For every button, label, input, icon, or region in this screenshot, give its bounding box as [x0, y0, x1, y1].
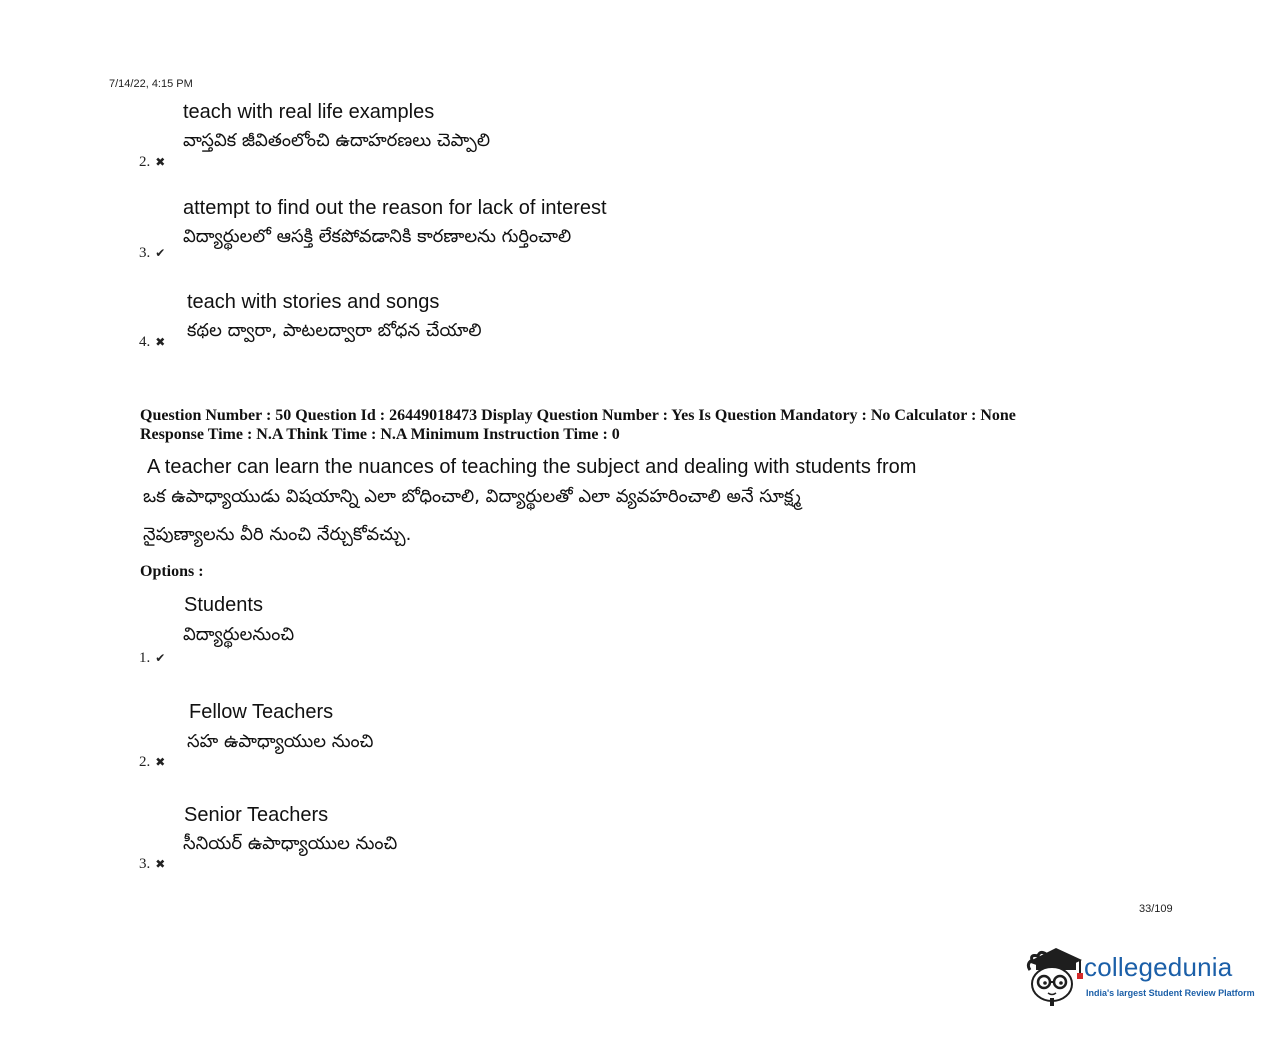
option-text-en: Students: [184, 594, 263, 616]
collegedunia-logo: [1022, 940, 1262, 1012]
option-number: 4.: [139, 334, 151, 350]
option-text-te: సీనియర్ ఉపాధ్యాయుల నుంచి: [183, 833, 398, 854]
logo-tagline: India's largest Student Review Platform: [1086, 988, 1255, 998]
option-number-row: [139, 245, 165, 262]
question-meta-line-1: Question Number : 50 Question Id : 26449018473 Display Question Number : Yes Is Question Mandatory : No Calculator : None: [140, 407, 1016, 424]
cross-icon: ✖: [155, 335, 166, 349]
check-icon: ✔: [155, 246, 166, 260]
options-label: Options :: [140, 563, 204, 580]
logo-wordmark: collegedunia: [1084, 952, 1233, 982]
question-text-en: A teacher can learn the nuances of teaching the subject and dealing with students from: [147, 456, 917, 478]
option-number-row: [139, 650, 165, 667]
check-icon: ✔: [155, 651, 166, 665]
option-number: 3.: [139, 856, 151, 872]
cross-icon: ✖: [155, 857, 166, 871]
page-number: 33/109: [1139, 903, 1173, 915]
cross-icon: ✖: [155, 155, 166, 169]
question-text-te-line-2: నైపుణ్యాలను వీరి నుంచి నేర్చుకోవచ్చు.: [143, 524, 412, 545]
option-text-te: సహ ఉపాధ్యాయుల నుంచి: [187, 731, 374, 752]
option-number-row: [139, 856, 165, 873]
option-number: 2.: [139, 154, 151, 170]
print-timestamp: 7/14/22, 4:15 PM: [109, 78, 193, 90]
option-text-en: attempt to find out the reason for lack of interest: [183, 197, 607, 219]
option-text-te: విద్యార్థులనుంచి: [183, 624, 295, 645]
question-text-te-line-1: ఒక ఉపాధ్యాయుడు విషయాన్ని ఎలా బోధించాలి, విద్యార్థులతో ఎలా వ్యవహరించాలి అనే సూక్ష్మ: [143, 486, 801, 507]
option-number: 2.: [139, 754, 151, 770]
option-text-en: Senior Teachers: [184, 804, 329, 826]
option-text-en: teach with stories and songs: [187, 291, 440, 313]
option-number-row: [139, 754, 165, 771]
option-text-en: Fellow Teachers: [189, 701, 334, 723]
question-meta-line-2: Response Time : N.A Think Time : N.A Minimum Instruction Time : 0: [140, 426, 620, 443]
option-text-te: కథల ద్వారా, పాటలద్వారా బోధన చేయాలి: [187, 320, 482, 341]
option-number-row: [139, 334, 165, 351]
option-number-row: [139, 154, 165, 171]
option-text-te: విద్యార్థులలో ఆసక్తి లేకపోవడానికి కారణాలను గుర్తించాలి: [183, 226, 572, 247]
mascot-icon: [1022, 940, 1084, 1008]
option-number: 1.: [139, 650, 151, 666]
option-text-te: వాస్తవిక జీవితంలోంచి ఉదాహరణలు చెప్పాలి: [183, 130, 491, 151]
option-number: 3.: [139, 245, 151, 261]
option-text-en: teach with real life examples: [183, 101, 435, 123]
cross-icon: ✖: [155, 755, 166, 769]
